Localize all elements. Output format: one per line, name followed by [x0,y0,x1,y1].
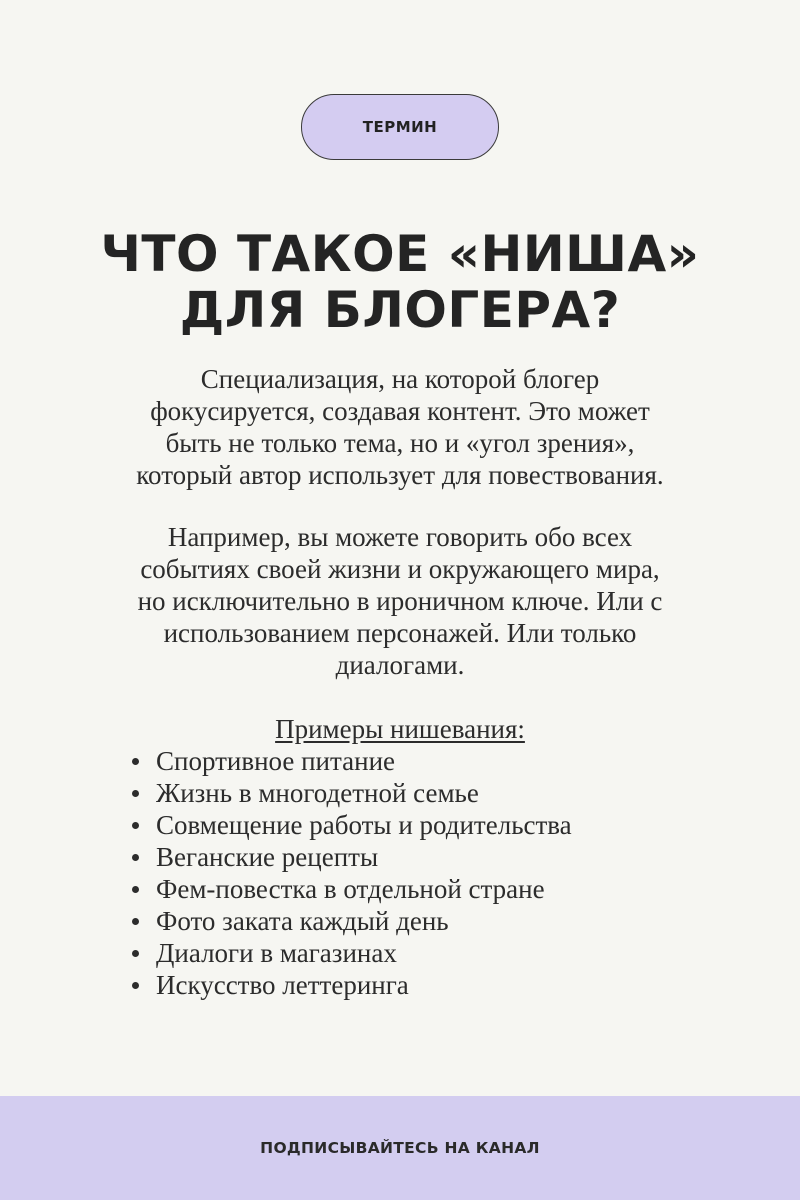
list-item [132,969,732,1001]
examples-heading: Примеры нишевания: [275,714,525,744]
list-item [132,937,732,969]
bullet-icon [132,950,139,957]
bullet-icon [132,982,139,989]
definition-paragraph [80,363,720,491]
subscribe-cta[interactable]: ПОДПИСЫВАЙТЕСЬ НА КАНАЛ [260,1139,540,1157]
list-item [132,809,732,841]
definition-line: который автор использует для повествования. [136,460,664,490]
list-item-text: Диалоги в магазинах [156,938,397,968]
bullet-icon [132,758,139,765]
bullet-icon [132,854,139,861]
bullet-icon [132,822,139,829]
bullet-icon [132,886,139,893]
page-title [40,226,760,338]
list-item [132,777,732,809]
list-item [132,745,732,777]
list-item [132,841,732,873]
examples-list [132,745,732,1001]
example-line: событиях своей жизни и окружающего мира, [140,554,660,584]
example-line: использованием персонажей. Или только [163,618,637,648]
list-item-text: Веганские рецепты [156,842,379,872]
term-badge-label: ТЕРМИН [362,118,438,136]
title-line-2: ДЛЯ БЛОГЕРА? [179,281,621,339]
definition-line: быть не только тема, но и «угол зрения», [165,428,635,458]
example-line: но исключительно в ироничном ключе. Или с [137,586,663,616]
bullet-icon [132,790,139,797]
term-badge [301,94,499,160]
list-item [132,873,732,905]
list-item-text: Совмещение работы и родительства [156,810,572,840]
definition-line: Специализация, на которой блогер [200,364,600,394]
list-item-text: Жизнь в многодетной семье [156,778,479,808]
example-line: диалогами. [335,650,465,680]
list-item-text: Спортивное питание [156,746,396,776]
list-item-text: Фото заката каждый день [156,906,449,936]
bullet-icon [132,918,139,925]
example-line: Например, вы можете говорить обо всех [167,522,633,552]
list-item [132,905,732,937]
title-line-1: ЧТО ТАКОЕ «НИША» [100,225,700,283]
list-item-text: Искусство леттеринга [156,970,409,1000]
list-item-text: Фем-повестка в отдельной стране [156,874,545,904]
footer-banner [0,1096,800,1200]
example-paragraph [80,521,720,681]
definition-line: фокусируется, создавая контент. Это может [150,396,650,426]
